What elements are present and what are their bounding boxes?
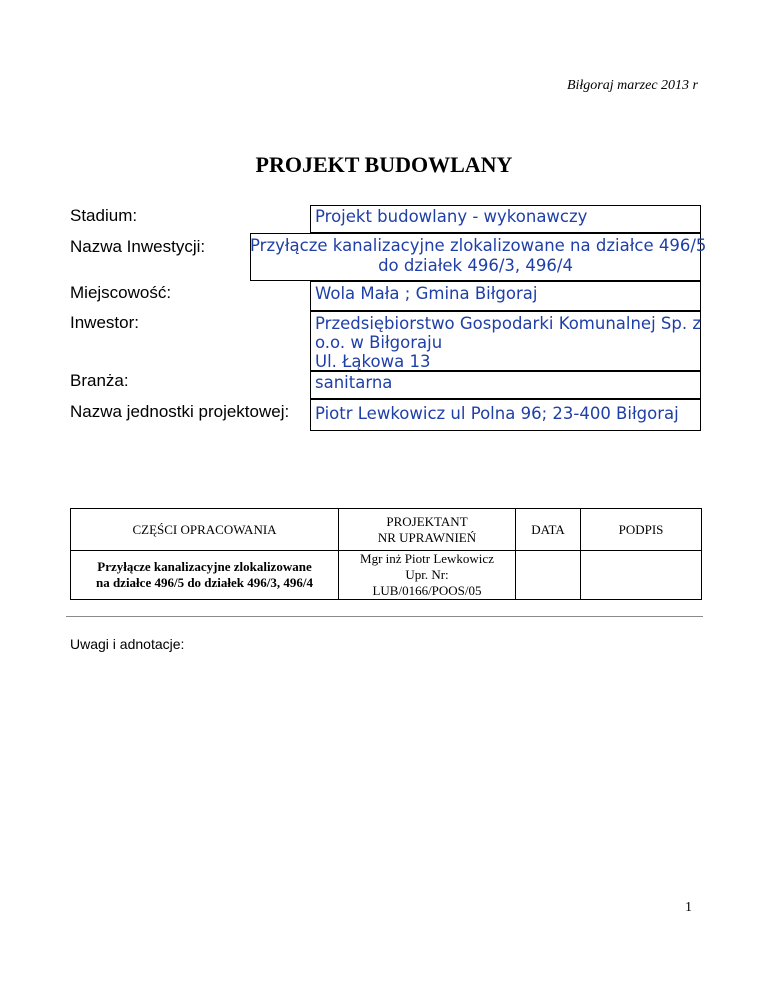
col-designer-header-line2: NR UPRAWNIEŃ <box>377 529 477 545</box>
col-designer-header <box>339 509 516 551</box>
branch-value: sanitarna <box>315 373 393 392</box>
locality-label: Miejscowość: <box>70 283 172 302</box>
row-designer-line2: Upr. Nr: <box>405 567 449 582</box>
row-designer-line1: Mgr inż Piotr Lewkowicz <box>360 551 494 566</box>
row-designer-cell <box>339 551 516 600</box>
locality-value: Wola Mała ; Gmina Biłgoraj <box>315 284 538 303</box>
place-date: Biłgoraj marzec 2013 r <box>566 78 698 93</box>
design-unit-label: Nazwa jednostki projektowej: <box>70 402 290 421</box>
row-designer-line3: LUB/0166/POOS/05 <box>372 583 482 598</box>
parts-table <box>70 508 702 600</box>
notes-label: Uwagi i adnotacje: <box>70 636 185 652</box>
investor-value-line1: Przedsiębiorstwo Gospodarki Komunalnej Sp. z <box>315 314 702 333</box>
branch-label: Branża: <box>70 371 129 390</box>
table-header-row <box>71 509 702 551</box>
col-date-header: DATA <box>516 509 581 551</box>
table-row <box>71 551 702 600</box>
col-signature-header: PODPIS <box>581 509 702 551</box>
stadium-label: Stadium: <box>70 206 138 225</box>
investor-value-line3: Ul. Łąkowa 13 <box>315 352 431 371</box>
design-unit-value: Piotr Lewkowicz ul Polna 96; 23-400 Biłgoraj <box>315 404 679 423</box>
separator-line <box>66 616 703 617</box>
stadium-value: Projekt budowlany - wykonawczy <box>315 207 588 226</box>
col-designer-header-line1: PROJEKTANT <box>386 513 468 529</box>
investment-name-label: Nazwa Inwestycji: <box>70 237 206 256</box>
row-part-cell <box>71 551 339 600</box>
page-title: PROJEKT BUDOWLANY <box>255 152 513 177</box>
row-signature-cell <box>581 551 702 600</box>
page-number: 1 <box>685 900 692 915</box>
investor-value-line2: o.o. w Biłgoraju <box>315 333 443 352</box>
investor-label: Inwestor: <box>70 313 139 332</box>
investment-name-value-line2: do działek 496/3, 496/4 <box>378 256 573 275</box>
row-date-cell <box>516 551 581 600</box>
investment-name-value-line1: Przyłącze kanalizacyjne zlokalizowane na działce 496/5 <box>250 236 707 255</box>
row-part-line2: na działce 496/5 do działek 496/3, 496/4 <box>95 575 314 590</box>
row-part-line1: Przyłącze kanalizacyjne zlokalizowane <box>97 559 312 574</box>
col-parts-header: CZĘŚCI OPRACOWANIA <box>71 509 339 551</box>
